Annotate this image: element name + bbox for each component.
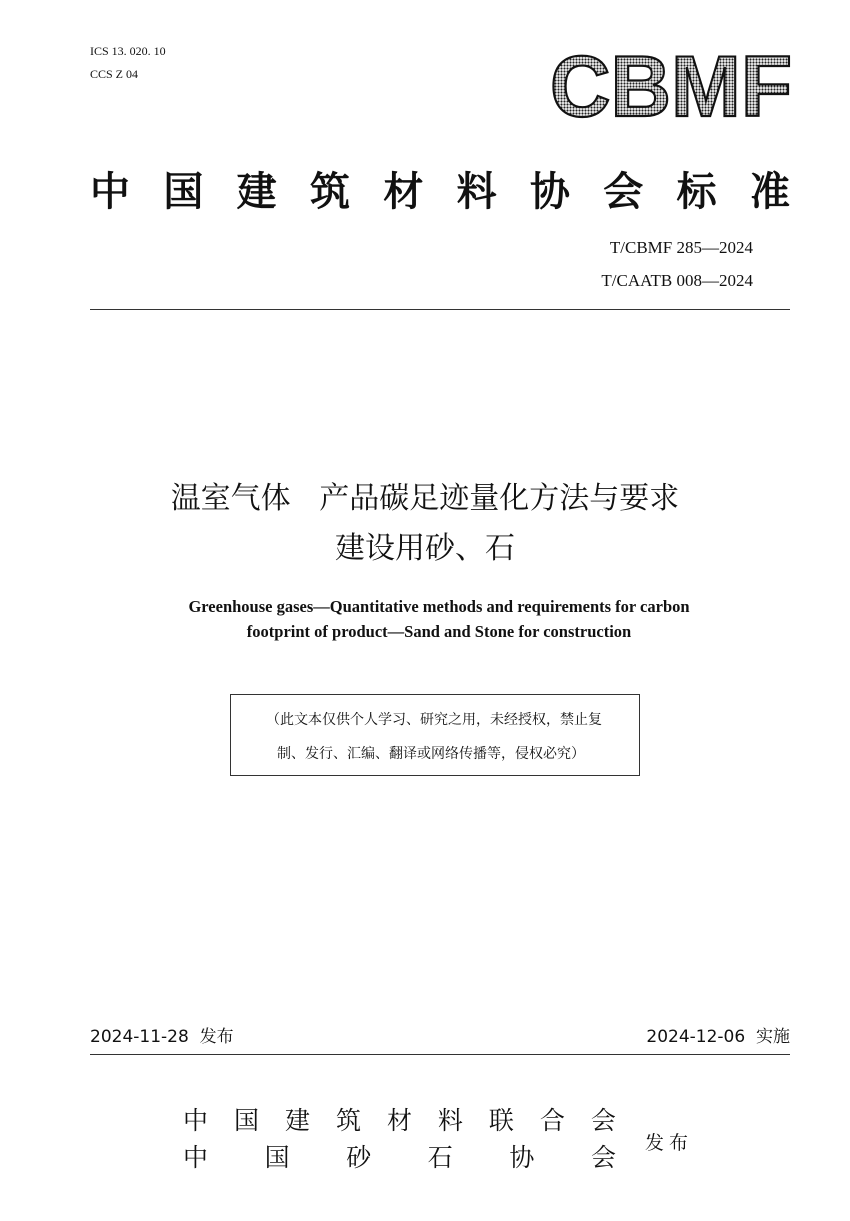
implementation-date: 2024-12-06 实施	[646, 1027, 790, 1047]
issuer-org-2-char: 石	[427, 1143, 453, 1172]
english-title-line-2: footprint of product—Sand and Stone for construction	[246, 622, 632, 641]
standard-type-char: 准	[749, 168, 790, 215]
issuer-org-1-char: 联	[488, 1106, 514, 1135]
english-title-line-1: Greenhouse gases—Quantitative methods and requirements for carbon	[188, 597, 690, 616]
publish-label: 发布	[645, 1132, 694, 1154]
standard-type-char: 标	[676, 168, 717, 215]
ics-code: ICS 13. 020. 10	[90, 44, 166, 58]
issuer-org-1-char: 材	[386, 1106, 412, 1135]
issuer-org-2-char: 会	[590, 1143, 616, 1172]
standard-number-secondary: T/CAATB 008—2024	[601, 271, 753, 290]
classification-codes	[90, 40, 166, 86]
issuer-org-2	[183, 1138, 616, 1174]
issuer-org-1-char: 国	[233, 1106, 259, 1135]
standard-type-char: 协	[529, 168, 570, 215]
standard-type-char: 材	[383, 168, 424, 215]
issuer-org-1-char: 料	[437, 1106, 463, 1135]
issuer-org-2-char: 中	[183, 1143, 209, 1172]
publish-date: 2024-11-28 发布	[90, 1027, 234, 1047]
ccs-code: CCS Z 04	[90, 67, 139, 81]
standard-type-char: 筑	[309, 168, 350, 215]
standard-type-char: 会	[603, 168, 644, 215]
copyright-notice-box	[230, 694, 640, 776]
issuer-org-1-char: 中	[183, 1106, 209, 1135]
standard-type-char: 料	[456, 168, 497, 215]
chinese-title-line-1: 温室气体 产品碳足迹量化方法与要求	[170, 481, 680, 516]
bottom-divider	[90, 1054, 790, 1055]
chinese-title-line-2: 建设用砂、石	[335, 531, 515, 566]
svg-text:CBMF: CBMF	[550, 46, 792, 122]
standard-type-char: 建	[236, 168, 277, 215]
issuer-org-1-char: 合	[539, 1106, 565, 1135]
issuer-org-2-char: 协	[509, 1143, 535, 1172]
standard-type-char: 国	[163, 168, 204, 215]
cbmf-logo	[548, 46, 794, 122]
standard-number-primary: T/CBMF 285—2024	[609, 238, 753, 257]
issuer-org-1-char: 会	[590, 1106, 616, 1135]
copyright-notice-line-2: 制、发行、汇编、翻译或网络传播等，侵权必究）	[277, 746, 585, 762]
issuer-org-2-char: 砂	[346, 1143, 372, 1172]
issuer-org-1-char: 建	[284, 1106, 310, 1135]
issuer-org-1	[183, 1101, 616, 1137]
issuer-org-2-char: 国	[264, 1143, 290, 1172]
standard-type-title	[90, 160, 790, 217]
standard-type-char: 中	[90, 168, 130, 215]
issuer-org-1-char: 筑	[335, 1106, 361, 1135]
top-divider	[90, 309, 790, 310]
copyright-notice-line-1: （此文本仅供个人学习、研究之用，未经授权，禁止复	[266, 712, 602, 728]
